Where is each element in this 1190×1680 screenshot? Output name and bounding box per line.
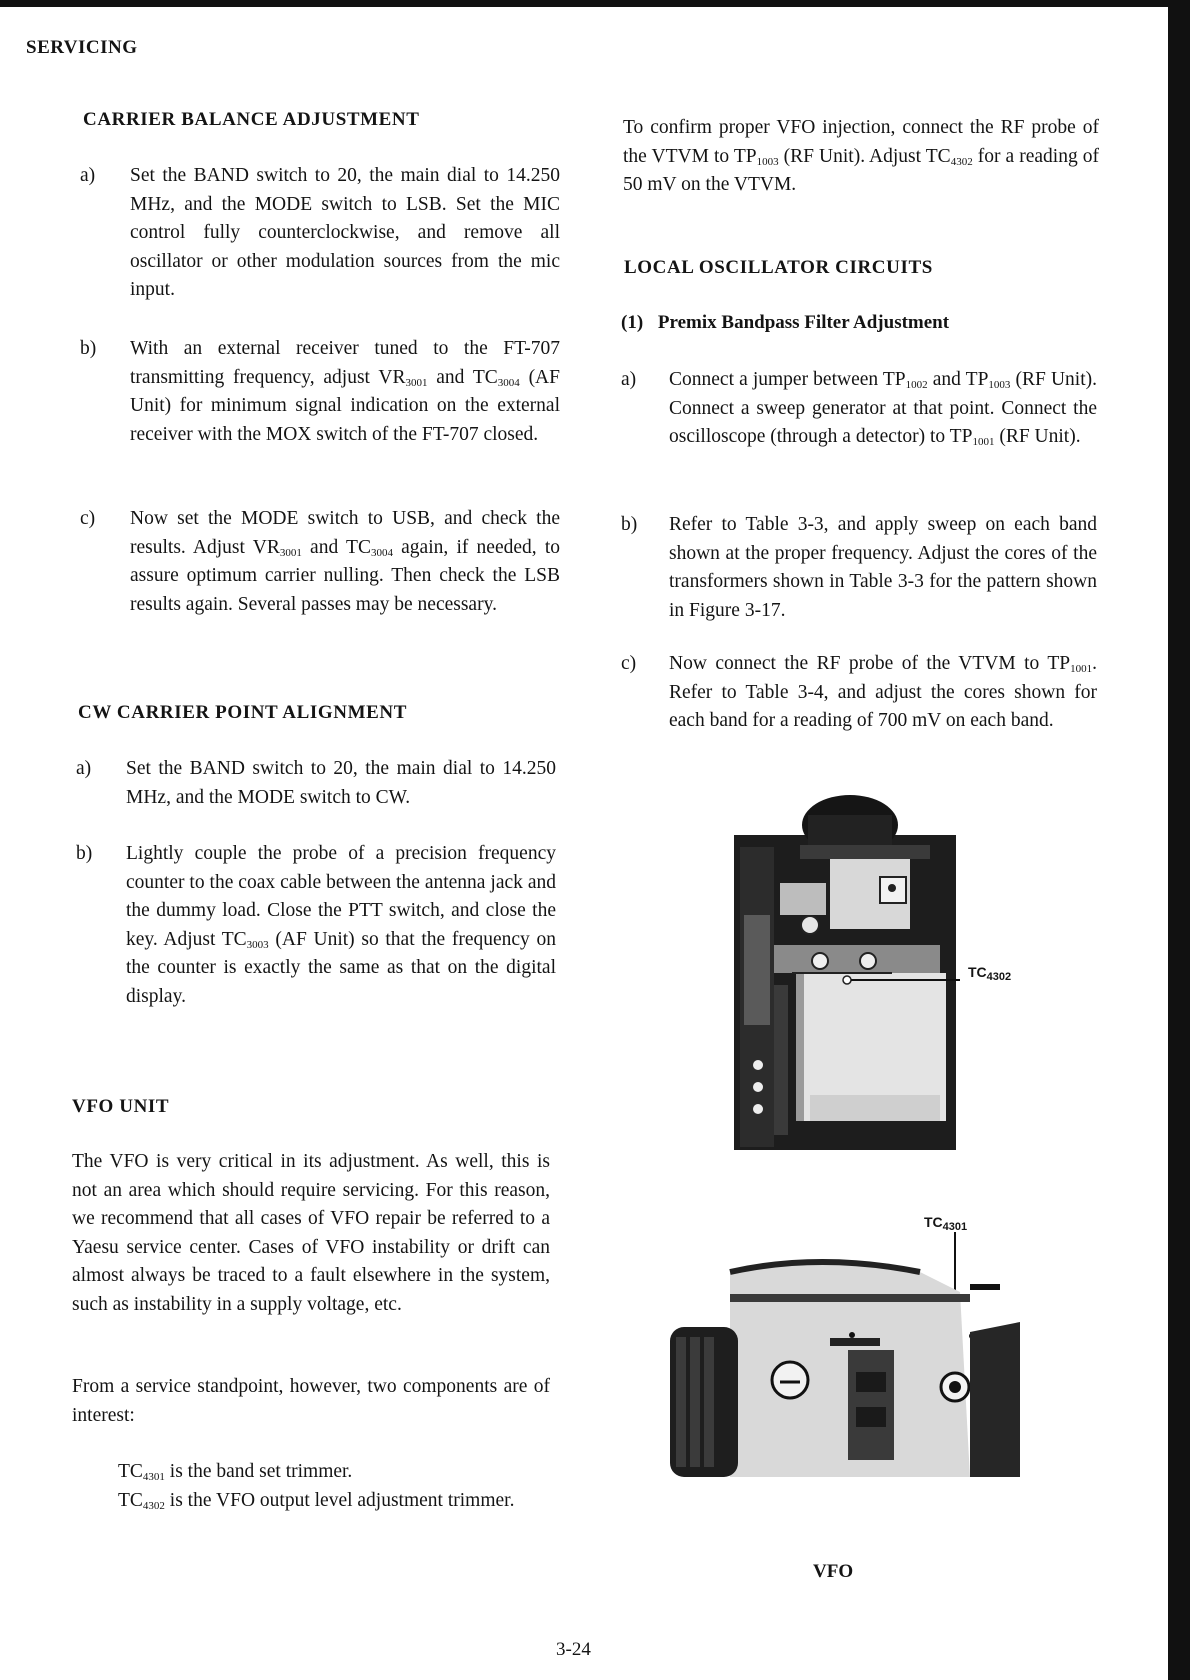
tc4302-callout-label: $TC_{4302}$ xyxy=(968,964,1012,983)
carrier-balance-step-b xyxy=(80,335,560,449)
carrier-balance-step-a xyxy=(80,162,560,305)
vfo-unit-heading: VFO UNIT xyxy=(72,1096,170,1117)
figure-caption: VFO xyxy=(813,1561,854,1582)
step-marker: a) xyxy=(80,165,96,186)
step-marker: b) xyxy=(76,843,93,864)
vfo-unit-paragraph-1: The VFO is very critical in its adjustment. As well, this is not an area which should require servicing. For this reason, we recommend that all cases of VFO repair be referred to a Yaesu service center. Cases of VFO instability or drift can almost always be traced to a fault elsewhere in the system, such as instability in a supply voltage, etc. xyxy=(72,1151,550,1315)
vfo-top-photo xyxy=(730,795,960,1150)
step-text: Connect a jumper between $TP_{1002}$ and $TP_{1003}$ (RF Unit). Connect a sweep generator at that point. Connect the oscilloscope (through a detector) to $TP_{1001}$ (RF Unit). xyxy=(669,369,1098,448)
step-text: Now connect the RF probe of the VTVM to $TP_{1001}$. Refer to Table 3-4, and adjust the cores shown for each band for a reading of 700 mV on each band. xyxy=(669,653,1097,731)
step-marker: b) xyxy=(621,514,638,535)
step-marker: a) xyxy=(76,758,92,779)
local-oscillator-heading: LOCAL OSCILLATOR CIRCUITS xyxy=(624,257,933,278)
step-text: Set the BAND switch to 20, the main dial to 14.250 MHz, and the MODE switch to CW. xyxy=(126,758,556,808)
right-border xyxy=(1168,0,1190,1680)
page-number: 3-24 xyxy=(556,1639,591,1660)
step-marker: c) xyxy=(80,508,96,529)
step-text: Refer to Table 3-3, and apply sweep on each band shown at the proper frequency. Adjust the cores of the transformers shown in Table 3-3 for the pattern shown in Figure 3-17. xyxy=(669,514,1097,621)
step-marker: a) xyxy=(621,369,637,390)
top-border xyxy=(0,0,1190,7)
vfo-side-photo xyxy=(670,1232,1020,1477)
local-osc-step-b xyxy=(621,511,1097,625)
carrier-balance-step-c xyxy=(80,505,560,619)
component-tc4302: $TC_{4302}$ is the VFO output level adjustment trimmer. xyxy=(118,1490,515,1512)
step-text: Now set the MODE switch to USB, and check the results. Adjust $VR_{3001}$ and $TC_{3004}$ again, if needed, to assure optimum carrier nulling. Then check the LSB results again. Several passes may be necessary. xyxy=(130,508,560,615)
vfo-injection-paragraph: To confirm proper VFO injection, connect the RF probe of the VTVM to $TP_{1003}$ (RF Unit). Adjust $TC_{4302}$ for a reading of 50 mV on the VTVM. xyxy=(623,117,1099,195)
step-text: Lightly couple the probe of a precision frequency counter to the coax cable between the antenna jack and the dummy load. Close the PTT switch, and close the key. Adjust $TC_{3003}$ (AF Unit) so that the frequency on the counter is exactly the same as that on the digital display. xyxy=(126,843,557,1007)
cw-carrier-heading: CW CARRIER POINT ALIGNMENT xyxy=(78,702,407,723)
local-osc-step-c xyxy=(621,650,1097,736)
subheading-text: Premix Bandpass Filter Adjustment xyxy=(657,312,950,333)
local-osc-step-a xyxy=(621,366,1097,452)
step-marker: b) xyxy=(80,338,97,359)
premix-subheading xyxy=(621,309,949,338)
tc4301-callout-label: $TC_{4301}$ xyxy=(924,1214,968,1233)
step-marker: c) xyxy=(621,653,637,674)
component-tc4301: $TC_{4301}$ is the band set trimmer. xyxy=(118,1461,353,1483)
vfo-unit-paragraph-2: From a service standpoint, however, two components are of interest: xyxy=(72,1376,550,1426)
subheading-marker: (1) xyxy=(621,312,644,333)
cw-carrier-step-a xyxy=(76,755,556,812)
cw-carrier-step-b xyxy=(76,840,556,1011)
step-text: Set the BAND switch to 20, the main dial to 14.250 MHz, and the MODE switch to LSB. Set the MIC control fully counterclockwise, and remove all oscillator or other modulation sources from the mic input. xyxy=(130,165,560,300)
step-text: With an external receiver tuned to the FT-707 transmitting frequency, adjust $VR_{3001}$ and $TC_{3004}$ (AF Unit) for minimum signal indication on the external receiver with the MOX switch of the FT-707 closed. xyxy=(130,338,560,445)
carrier-balance-heading: CARRIER BALANCE ADJUSTMENT xyxy=(83,109,420,130)
section-label: SERVICING xyxy=(26,37,138,58)
